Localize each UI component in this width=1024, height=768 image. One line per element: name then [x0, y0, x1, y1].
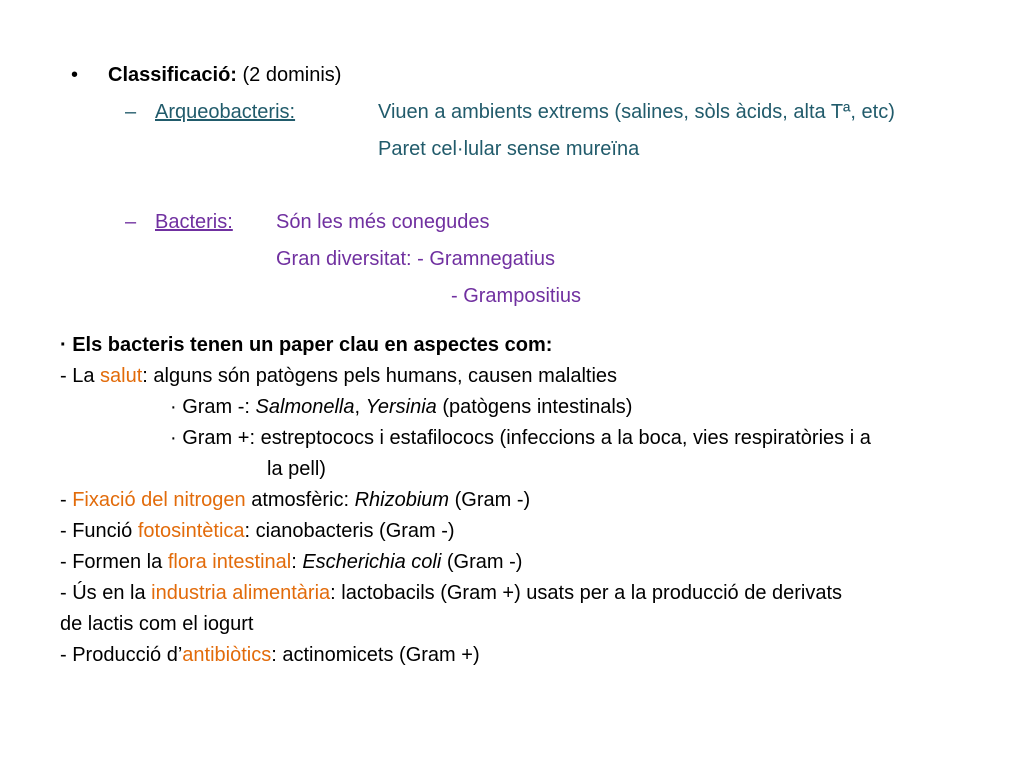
funcio-pre: - Funció — [60, 520, 138, 542]
antibiotics-line — [60, 640, 480, 671]
classification-rest: (2 dominis) — [242, 64, 342, 86]
industria-key: industria alimentària — [151, 582, 331, 604]
salut-pre: - La — [60, 365, 101, 387]
fixacio-line — [60, 485, 530, 516]
gram-pos-line1: · Gram +: estreptococs i estafilococs (infeccions a la boca, vies respiratòries i a — [170, 427, 871, 449]
bacteris-dash: – — [125, 211, 137, 233]
gram-neg-pre: · Gram -: — [170, 396, 256, 418]
arqueo-line1: Viuen a ambients extrems (salines, sòls àcids, alta Tª, etc) — [378, 101, 895, 123]
classification-label: Classificació: — [108, 64, 237, 86]
flora-italic: Escherichia coli — [302, 551, 442, 573]
gram-neg-italic2: Yersinia — [365, 396, 437, 418]
flora-line — [60, 547, 522, 578]
funcio-line — [60, 516, 455, 547]
arqueo-line2: Paret cel·lular sense mureïna — [378, 138, 640, 160]
gram-pos-line2: la pell) — [267, 458, 326, 480]
fixacio-mid: atmosfèric: — [245, 489, 355, 511]
industria-line — [60, 578, 842, 609]
industria-post: : lactobacils (Gram +) usats per a la producció de derivats — [330, 582, 843, 604]
gram-neg-italic1: Salmonella — [255, 396, 355, 418]
funcio-post: : cianobacteris (Gram -) — [244, 520, 455, 542]
bacteris-line3: - Grampositius — [451, 285, 582, 307]
flora-key: flora intestinal — [167, 551, 292, 573]
lower-heading-text: · Els bacteris tenen un paper clau en aspectes com: — [60, 334, 553, 356]
bacteris-line1: Són les més conegudes — [276, 211, 490, 233]
antibiotics-key: antibiòtics — [182, 644, 272, 666]
salut-line — [60, 361, 617, 392]
flora-pre: - Formen la — [60, 551, 168, 573]
salut-post: : alguns són patògens pels humans, causen malalties — [142, 365, 618, 387]
classification-line — [108, 63, 341, 87]
fixacio-key: Fixació del nitrogen — [72, 489, 246, 511]
bullet-dot: • — [71, 64, 79, 86]
fixacio-pre: - — [60, 489, 73, 511]
salut-key: salut — [100, 365, 143, 387]
industria-line2: de lactis com el iogurt — [60, 613, 254, 635]
bacteris-label: Bacteris: — [155, 211, 233, 233]
funcio-key: fotosintètica — [137, 520, 245, 542]
fixacio-italic: Rhizobium — [354, 489, 450, 511]
antibiotics-post: : actinomicets (Gram +) — [271, 644, 480, 666]
antibiotics-pre: - Producció d’ — [60, 644, 183, 666]
gram-neg-mid: , — [354, 396, 366, 418]
bacteris-line2: Gran diversitat: - Gramnegatius — [276, 248, 555, 270]
flora-post: (Gram -) — [441, 551, 523, 573]
gram-neg-line — [170, 392, 632, 423]
flora-mid: : — [291, 551, 303, 573]
arqueo-label: Arqueobacteris: — [155, 101, 296, 123]
gram-neg-post: (patògens intestinals) — [436, 396, 633, 418]
industria-pre: - Ús en la — [60, 582, 152, 604]
fixacio-post: (Gram -) — [449, 489, 531, 511]
arqueo-dash: – — [125, 101, 137, 123]
lower-heading — [60, 330, 552, 361]
